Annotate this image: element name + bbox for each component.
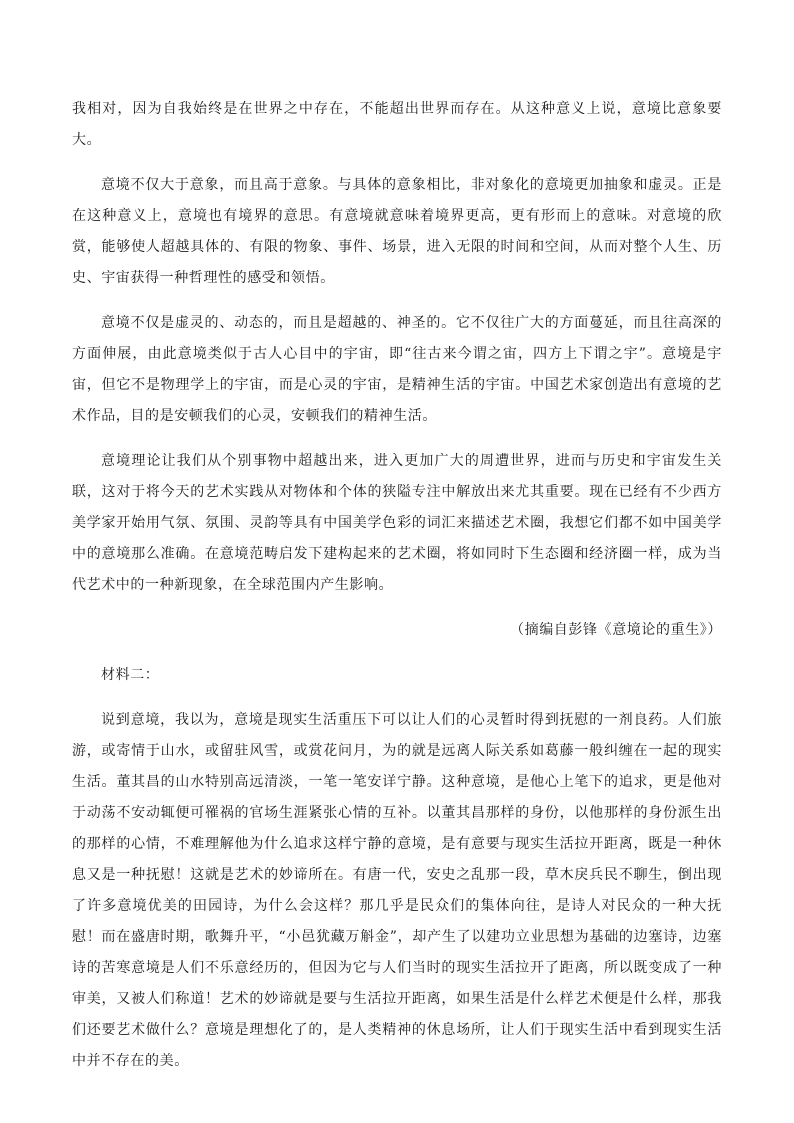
material-two-heading: 材料二： [101,667,160,683]
document-body [72,94,722,1077]
paragraph-artistic-conception-universe: 意境不仅是虚灵的、动态的，而且是超越的、神圣的。它不仅往广大的方面蔓延，而且往高深的方面伸展，由此意境类似于古人心目中的宇宙，即“往古来今谓之宙，四方上下谓之宇”。意境是宇宙，但它不是物理学上的宇宙，而是心灵的宇宙，是精神生活的宇宙。中国艺术家创造出有意境的艺术作品，目的是安顿我们的心灵，安顿我们的精神生活。 [72,315,722,424]
paragraph-artistic-conception-higher: 意境不仅大于意象，而且高于意象。与具体的意象相比，非对象化的意境更加抽象和虚灵。正是在这种意义上，意境也有境界的意思。有意境就意味着境界更高，更有形而上的意味。对意境的欣赏，能够使人超越具体的、有限的物象、事件、场景，进入无限的时间和空间，从而对整个人生、历史、宇宙获得一种哲理性的感受和领悟。 [72,177,722,286]
paragraph-artistic-conception-theory: 意境理论让我们从个别事物中超越出来，进入更加广大的周遭世界，进而与历史和宇宙发生关联，这对于将今天的艺术实践从对物体和个体的狭隘专注中解放出来尤其重要。现在已经有不少西方美学家开始用气氛、氛围、灵韵等具有中国美学色彩的词汇来描述艺术圈，我想它们都不如中国美学中的意境那么准确。在意境范畴启发下建构起来的艺术圈，将如同时下生态圈和经济圈一样，成为当代艺术中的一种新现象，在全球范围内产生影响。 [72,453,722,593]
paragraph-material-two: 说到意境，我以为，意境是现实生活重压下可以让人们的心灵暂时得到抚慰的一剂良药。人们旅游，或寄情于山水，或留驻风雪，或赏花问月，为的就是远离人际关系如葛藤一般纠缠在一起的现实生活。董其昌的山水特别高远清淡，一笔一笔安详宁静。这种意境，是他心上笔下的追求，更是他对于动荡不安动辄便可罹祸的官场生涯紧张心情的互补。以董其昌那样的身份，以他那样的身份派生出的那样的心情，不难理解他为什么追求这样宁静的意境，是有意要与现实生活拉开距离，既是一种休息又是一种抚慰！这就是艺术的妙谛所在。有唐一代，安史之乱那一段，草木戾兵民不聊生，倒出现了许多意境优美的田园诗，为什么会这样？那几乎是民众们的集体向往，是诗人对民众的一种大抚慰！而在盛唐时期，歌舞升平，“小邑犹藏万斛金”，却产生了以建功立业思想为基础的边塞诗，边塞诗的苦寒意境是人们不乐意经历的，但因为它与人们当时的现实生活拉开了距离，所以既变成了一种审美，又被人们称道！艺术的妙谛就是要与生活拉开距离，如果生活是什么样艺术便是什么样，那我们还要艺术做什么？意境是理想化了的，是人类精神的休息场所，让人们于现实生活中看到现实生活中并不存在的美。 [72,712,722,1069]
paragraph-continuation: 我相对，因为自我始终是在世界之中存在，不能超出世界而存在。从这种意义上说，意境比意象要大。 [72,101,722,148]
source-citation: （摘编自彭锋《意境论的重生》） [510,622,722,638]
